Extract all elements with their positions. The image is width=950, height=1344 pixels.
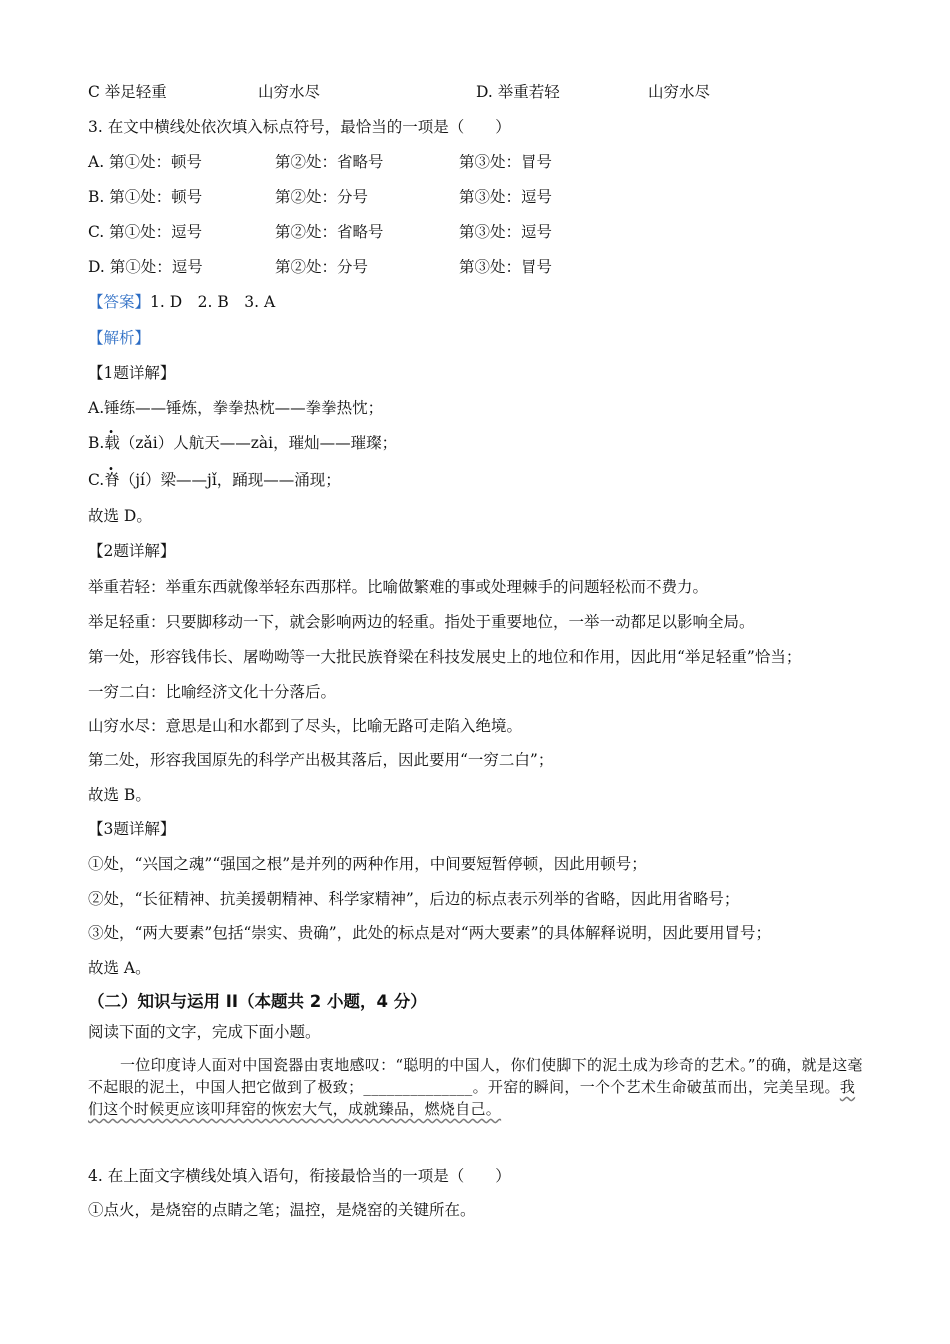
- passage-text: 一位印度诗人面对中国瓷器由衷地感叹：“聪明的中国人，你们使脚下的泥土成为珍奇的艺术。”的确，就是这毫不起眼的泥土，中国人把它做到了极致；: [88, 1056, 863, 1096]
- underlined-sentence: 我们这个时候更应该叩拜窑的恢宏大气，成就臻品，燃烧自己。: [88, 1078, 856, 1118]
- detail-3-line: ③处，“两大要素”包括“崇实、贵确”，此处的标点是对“两大要素”的具体解释说明，因此要用冒号；: [88, 924, 772, 942]
- question-4-option-1: ①点火，是烧窑的点睛之笔；温控，是烧窑的关键所在。: [88, 1201, 476, 1219]
- detail-2-line: 一穷二白：比喻经济文化十分落后。: [88, 683, 337, 701]
- answer-line: [88, 291, 275, 313]
- detail-3-line: 故选 A。: [88, 959, 151, 977]
- detail-1-line-3: [88, 469, 341, 491]
- fill-blank: ______________: [363, 1078, 473, 1096]
- answer-text: 1. D 2. B 3. A: [150, 293, 276, 311]
- detail-1-title: 【1题详解】: [88, 364, 176, 382]
- q3-option-c-2: 第②处：省略号: [275, 223, 384, 241]
- q3-option-b-2: 第②处：分号: [275, 188, 369, 206]
- q3-option-b-1: B. 第①处：顿号: [88, 188, 203, 206]
- detail-1-line-2-prefix: B.: [88, 434, 105, 452]
- reading-passage: [88, 1054, 868, 1120]
- detail-3-line: ②处，“长征精神、抗美援朝精神、科学家精神”，后边的标点表示列举的省略，因此用省略号；: [88, 890, 740, 908]
- detail-1-conclusion: 故选 D。: [88, 507, 152, 525]
- detail-2-line: 山穷水尽：意思是山和水都到了尽头，比喻无路可走陷入绝境。: [88, 717, 523, 735]
- analysis-tag: 【解析】: [88, 329, 151, 347]
- q3-option-a-3: 第③处：冒号: [459, 153, 553, 171]
- section-heading: （二）知识与运用 II（本题共 2 小题，4 分）: [88, 992, 427, 1011]
- emphasized-character: 载: [104, 434, 120, 452]
- q3-option-a-2: 第②处：省略号: [275, 153, 384, 171]
- passage-text: 。开窑的瞬间，一个个艺术生命破茧而出，完美呈现。: [472, 1078, 840, 1096]
- q3-option-c-1: C. 第①处：逗号: [88, 223, 203, 241]
- detail-3-title: 【3题详解】: [88, 820, 176, 838]
- detail-1-line-3-prefix: C.: [88, 471, 105, 489]
- section-intro: 阅读下面的文字，完成下面小题。: [88, 1023, 321, 1041]
- detail-2-line: 举足轻重：只要脚移动一下，就会影响两边的轻重。指处于重要地位，一举一动都足以影响全局。: [88, 613, 755, 631]
- detail-1-line-2-rest: （zǎi）人航天——zài，璀灿——璀璨；: [119, 434, 398, 452]
- question-4-stem: 4. 在上面文字横线处填入语句，衔接最恰当的一项是（ ）: [88, 1167, 511, 1185]
- option-c-second: 山穷水尽: [258, 83, 321, 101]
- q3-option-a-1: A. 第①处：顿号: [88, 153, 203, 171]
- detail-2-line: 第二处，形容我国原先的科学产出极其落后，因此要用“一穷二白”；: [88, 751, 554, 769]
- detail-1-line-2: [88, 432, 397, 454]
- detail-1-line-1: A.锤练——锤炼，拳拳热枕——拳拳热忱；: [88, 399, 384, 417]
- detail-3-line: ①处，“兴国之魂”“强国之根”是并列的两种作用，中间要短暂停顿，因此用顿号；: [88, 855, 647, 873]
- q3-option-b-3: 第③处：逗号: [459, 188, 553, 206]
- question-3-stem: 3. 在文中横线处依次填入标点符号，最恰当的一项是（ ）: [88, 118, 511, 136]
- q3-option-d-1: D. 第①处：逗号: [88, 258, 203, 276]
- detail-2-line: 故选 B。: [88, 786, 151, 804]
- detail-1-line-3-rest: （jí）梁——jǐ，踊现——涌现；: [119, 471, 341, 489]
- option-c: C 举足轻重: [88, 83, 167, 101]
- emphasized-character: 脊: [104, 471, 120, 489]
- detail-2-line: 第一处，形容钱伟长、屠呦呦等一大批民族脊梁在科技发展史上的地位和作用，因此用“举足轻重”恰当；: [88, 648, 802, 666]
- option-d: D. 举重若轻: [476, 83, 560, 101]
- detail-2-line: 举重若轻：举重东西就像举轻东西那样。比喻做繁难的事或处理棘手的问题轻松而不费力。: [88, 578, 709, 596]
- q3-option-c-3: 第③处：逗号: [459, 223, 553, 241]
- detail-2-title: 【2题详解】: [88, 542, 176, 560]
- option-d-second: 山穷水尽: [648, 83, 711, 101]
- q3-option-d-3: 第③处：冒号: [459, 258, 553, 276]
- answer-tag: 【答案】: [88, 293, 151, 311]
- q3-option-d-2: 第②处：分号: [275, 258, 369, 276]
